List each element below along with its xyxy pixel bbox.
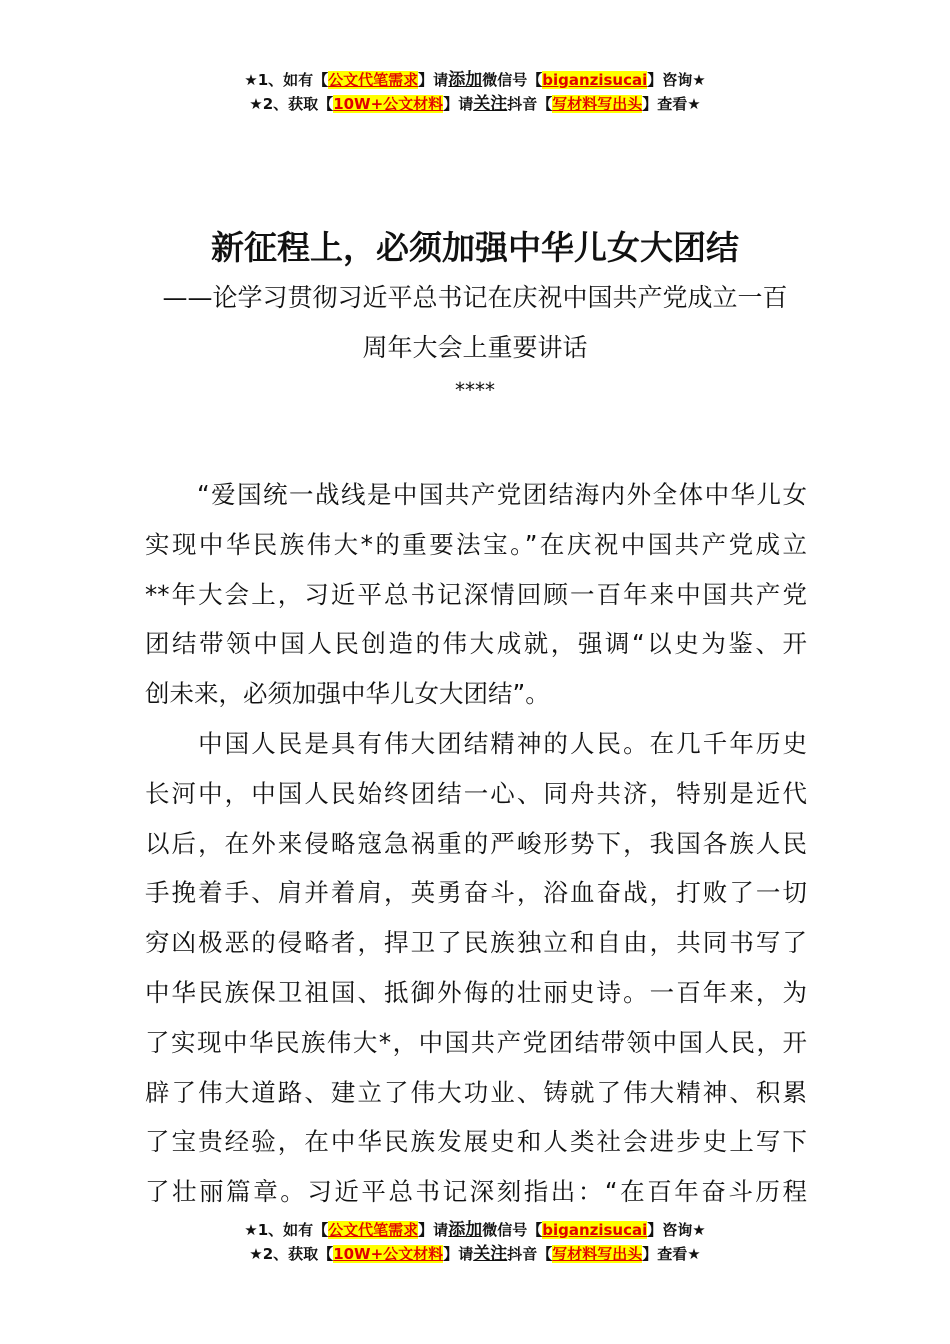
banner-line-2 [0, 92, 950, 116]
text-line: 了实现中华民族伟大*，中国共产党团结带领中国人民，开 [145, 1027, 807, 1057]
banner-text: 】请 [418, 71, 449, 89]
banner-text: ★2、获取【 [249, 95, 334, 113]
banner-highlight: biganzisucai [542, 1221, 648, 1239]
banner-text: 】咨询★ [647, 1221, 706, 1239]
banner-line-1 [0, 1218, 950, 1242]
banner-line-2 [0, 1242, 950, 1266]
banner-text: 】请 [443, 1245, 474, 1263]
banner-text: 】请 [418, 1221, 449, 1239]
document-title: 新征程上，必须加强中华儿女大团结 [211, 228, 739, 267]
text-line: 了壮丽篇章。习近平总书记深刻指出：“在百年奋斗历程 [145, 1177, 807, 1207]
banner-text: 】查看★ [642, 1245, 701, 1263]
banner-text: 微信号【 [482, 1221, 543, 1239]
banner-underline: 关注 [473, 94, 508, 114]
text-line: 中华民族保卫祖国、抵御外侮的壮丽史诗。一百年来，为 [145, 977, 807, 1007]
banner-text: 抖音【 [507, 1245, 553, 1263]
banner-text: 】咨询★ [647, 71, 706, 89]
banner-highlight: 写材料写出头 [552, 95, 643, 113]
banner-line-1 [0, 68, 950, 92]
banner-underline: 关注 [473, 1244, 508, 1264]
text-line: 以后，在外来侵略寇急祸重的严峻形势下，我国各族人民 [145, 828, 807, 858]
text-line: 实现中华民族伟大*的重要法宝。”在庆祝中国共产党成立 [145, 529, 807, 559]
banner-highlight: 公文代笔需求 [328, 1221, 419, 1239]
banner-highlight: 公文代笔需求 [328, 71, 419, 89]
banner-text: 微信号【 [482, 71, 543, 89]
banner-text: 】查看★ [642, 95, 701, 113]
text-line: 中国人民是具有伟大团结精神的人民。在几千年历史 [145, 728, 807, 758]
banner-text: 抖音【 [507, 95, 553, 113]
footer-banner [0, 1218, 950, 1266]
header-banner [0, 68, 950, 116]
text-line: **年大会上，习近平总书记深情回顾一百年来中国共产党 [145, 579, 807, 609]
text-line: 穷凶极恶的侵略者，捍卫了民族独立和自由，共同书写了 [145, 928, 807, 958]
subtitle-line-1: ——论学习贯彻习近平总书记在庆祝中国共产党成立一百 [162, 283, 788, 312]
banner-highlight: 10W+公文材料 [333, 95, 444, 113]
body-text [145, 470, 807, 1217]
banner-highlight: 写材料写出头 [552, 1245, 643, 1263]
banner-text: ★2、获取【 [249, 1245, 334, 1263]
text-line: 团结带领中国人民创造的伟大成就，强调“以史为鉴、开 [145, 629, 807, 659]
text-line: 长河中，中国人民始终团结一心、同舟共济，特别是近代 [145, 778, 807, 808]
banner-highlight: 10W+公文材料 [333, 1245, 444, 1263]
banner-text: 】请 [443, 95, 474, 113]
banner-underline: 添加 [448, 70, 483, 90]
text-line: 手挽着手、肩并着肩，英勇奋斗，浴血奋战，打败了一切 [145, 878, 807, 908]
subtitle-line-2: 周年大会上重要讲话 [362, 333, 588, 362]
text-line: 辟了伟大道路、建立了伟大功业、铸就了伟大精神、积累 [145, 1077, 807, 1107]
banner-text: ★1、如有【 [244, 1221, 329, 1239]
text-line: “爱国统一战线是中国共产党团结海内外全体中华儿女 [145, 480, 807, 509]
banner-highlight: biganzisucai [542, 71, 648, 89]
text-line: 了宝贵经验，在中华民族发展史和人类社会进步史上写下 [145, 1127, 807, 1157]
author: **** [455, 378, 495, 402]
banner-text: ★1、如有【 [244, 71, 329, 89]
banner-underline: 添加 [448, 1220, 483, 1240]
text-line: 创未来，必须加强中华儿女大团结”。 [145, 679, 550, 709]
